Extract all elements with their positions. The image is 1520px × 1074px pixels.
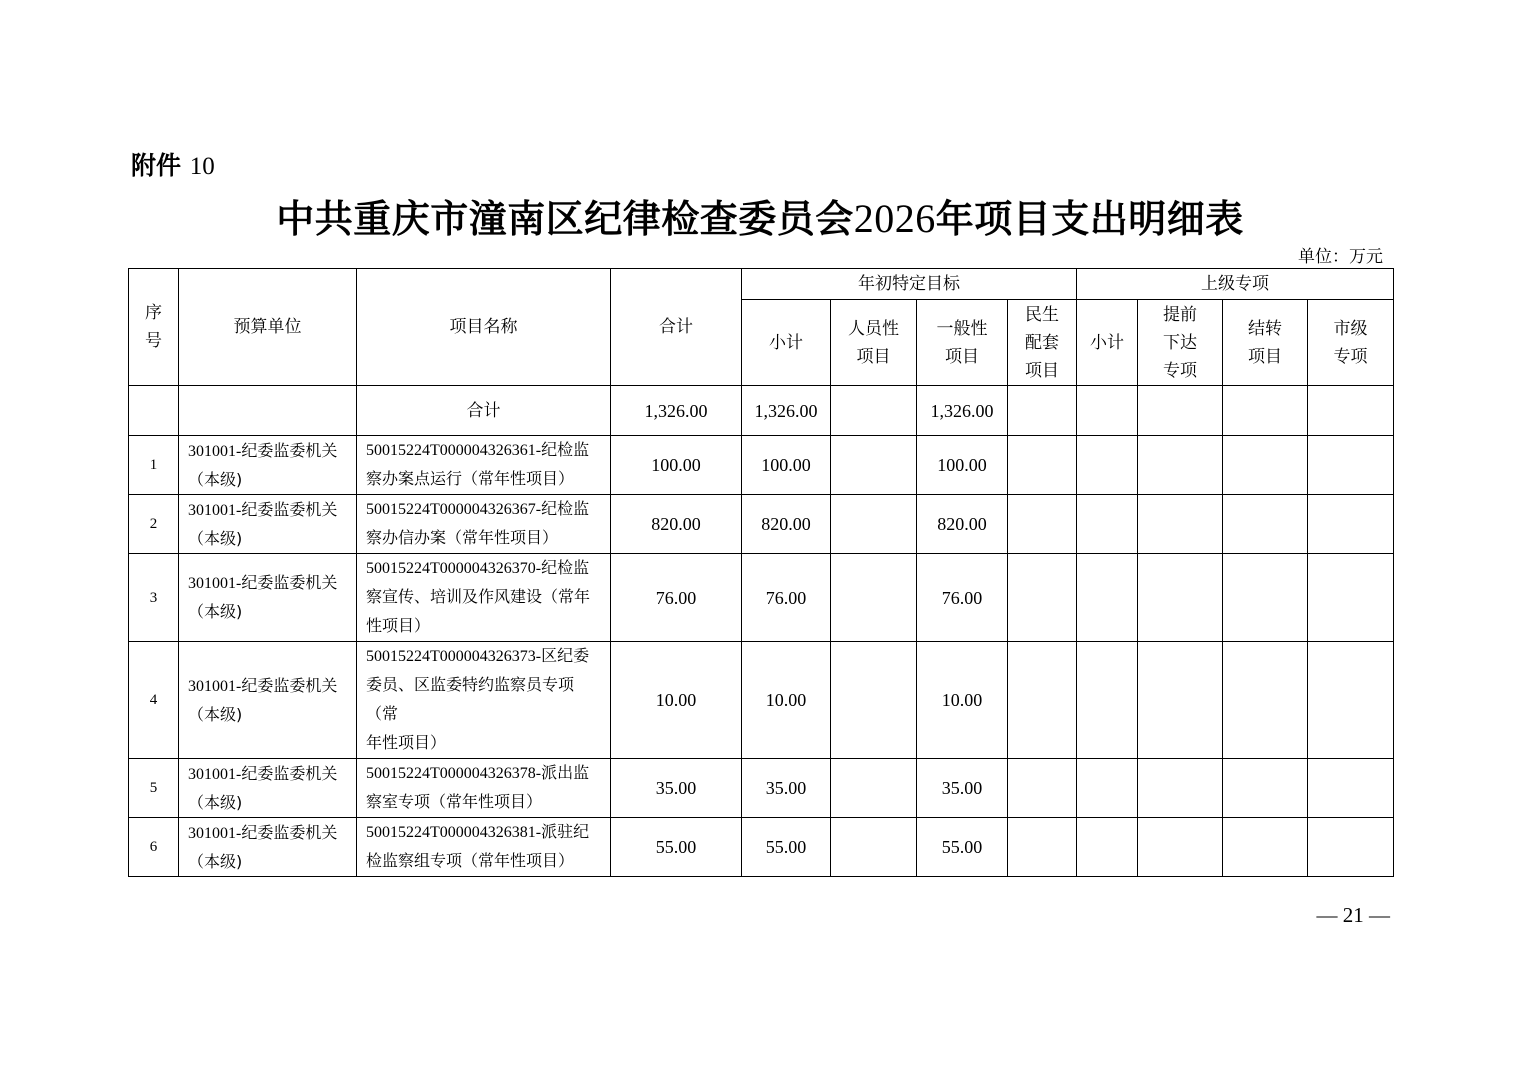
row-total: 76.00	[611, 554, 742, 642]
row-city	[1308, 554, 1394, 642]
row-subtotal: 10.00	[742, 642, 831, 759]
row-total: 10.00	[611, 642, 742, 759]
row-personnel	[831, 642, 917, 759]
document-title	[0, 188, 1520, 243]
row-general: 10.00	[917, 642, 1008, 759]
row-seq: 5	[129, 759, 179, 818]
row-total: 55.00	[611, 818, 742, 877]
header-advance: 提前 下达 专项	[1138, 300, 1223, 386]
row-project-name: 50015224T000004326370-纪检监 察宣传、培训及作风建设（常年 性项目）	[357, 554, 611, 642]
header-total: 合计	[611, 269, 742, 386]
row-carryover	[1223, 642, 1308, 759]
table-row	[129, 759, 1394, 818]
title-year: 2026	[853, 196, 936, 241]
row-subtotal: 35.00	[742, 759, 831, 818]
header-budget-unit: 预算单位	[179, 269, 357, 386]
row-subtotal: 55.00	[742, 818, 831, 877]
row-personnel	[831, 554, 917, 642]
table-row	[129, 436, 1394, 495]
summary-general: 1,326.00	[917, 386, 1008, 436]
row-carryover	[1223, 759, 1308, 818]
header-seq: 序 号	[129, 269, 179, 386]
summary-subtotal: 1,326.00	[742, 386, 831, 436]
title-part1: 中共重庆市潼南区纪律检查委员会	[276, 197, 854, 241]
header-general: 一般性 项目	[917, 300, 1008, 386]
row-seq: 2	[129, 495, 179, 554]
header-city: 市级 专项	[1308, 300, 1394, 386]
row-sup-subtotal	[1077, 642, 1138, 759]
row-subtotal: 100.00	[742, 436, 831, 495]
row-city	[1308, 818, 1394, 877]
row-seq: 1	[129, 436, 179, 495]
row-city	[1308, 642, 1394, 759]
row-advance	[1138, 495, 1223, 554]
row-sup-subtotal	[1077, 554, 1138, 642]
row-advance	[1138, 436, 1223, 495]
header-group-specific: 年初特定目标	[742, 269, 1077, 300]
summary-total: 1,326.00	[611, 386, 742, 436]
row-carryover	[1223, 436, 1308, 495]
row-general: 820.00	[917, 495, 1008, 554]
header-subtotal: 小计	[742, 300, 831, 386]
row-advance	[1138, 818, 1223, 877]
row-total: 35.00	[611, 759, 742, 818]
row-project-name: 50015224T000004326367-纪检监 察办信办案（常年性项目）	[357, 495, 611, 554]
row-budget-unit: 301001-纪委监委机关 （本级)	[179, 554, 357, 642]
row-general: 100.00	[917, 436, 1008, 495]
row-sup-subtotal	[1077, 495, 1138, 554]
row-budget-unit: 301001-纪委监委机关 （本级)	[179, 759, 357, 818]
table-row	[129, 642, 1394, 759]
row-carryover	[1223, 495, 1308, 554]
attachment-prefix: 附件	[131, 151, 182, 180]
attachment-label	[131, 146, 215, 182]
table-row	[129, 495, 1394, 554]
row-city	[1308, 495, 1394, 554]
row-personnel	[831, 495, 917, 554]
row-seq: 4	[129, 642, 179, 759]
row-personnel	[831, 818, 917, 877]
row-project-name: 50015224T000004326361-纪检监 察办案点运行（常年性项目）	[357, 436, 611, 495]
row-subtotal: 76.00	[742, 554, 831, 642]
header-project-name: 项目名称	[357, 269, 611, 386]
header-personnel: 人员性 项目	[831, 300, 917, 386]
row-general: 76.00	[917, 554, 1008, 642]
page-number: — 21 —	[1316, 903, 1390, 927]
row-total: 820.00	[611, 495, 742, 554]
row-sup-subtotal	[1077, 818, 1138, 877]
row-carryover	[1223, 818, 1308, 877]
row-carryover	[1223, 554, 1308, 642]
row-budget-unit: 301001-纪委监委机关 （本级)	[179, 818, 357, 877]
row-sup-subtotal	[1077, 436, 1138, 495]
row-city	[1308, 436, 1394, 495]
table-row	[129, 818, 1394, 877]
row-general: 55.00	[917, 818, 1008, 877]
row-project-name: 50015224T000004326381-派驻纪 检监察组专项（常年性项目）	[357, 818, 611, 877]
row-project-name: 50015224T000004326373-区纪委 委员、区监委特约监察员专项（常 年性项目）	[357, 642, 611, 759]
row-livelihood	[1008, 818, 1077, 877]
header-sup-subtotal: 小计	[1077, 300, 1138, 386]
row-personnel	[831, 759, 917, 818]
row-livelihood	[1008, 495, 1077, 554]
row-advance	[1138, 759, 1223, 818]
row-seq: 3	[129, 554, 179, 642]
project-expenditure-table	[128, 268, 1394, 877]
row-seq: 6	[129, 818, 179, 877]
row-total: 100.00	[611, 436, 742, 495]
row-sup-subtotal	[1077, 759, 1138, 818]
row-budget-unit: 301001-纪委监委机关 （本级)	[179, 436, 357, 495]
row-city	[1308, 759, 1394, 818]
row-subtotal: 820.00	[742, 495, 831, 554]
summary-label: 合计	[357, 386, 611, 436]
row-advance	[1138, 642, 1223, 759]
row-livelihood	[1008, 759, 1077, 818]
row-budget-unit: 301001-纪委监委机关 （本级)	[179, 642, 357, 759]
row-budget-unit: 301001-纪委监委机关 （本级)	[179, 495, 357, 554]
summary-row	[129, 386, 1394, 436]
row-personnel	[831, 436, 917, 495]
attachment-number: 10	[189, 153, 215, 180]
unit-label: 单位：万元	[1298, 247, 1383, 267]
table-row	[129, 554, 1394, 642]
header-livelihood: 民生 配套 项目	[1008, 300, 1077, 386]
title-part2: 年项目支出明细表	[935, 197, 1244, 241]
row-general: 35.00	[917, 759, 1008, 818]
row-project-name: 50015224T000004326378-派出监 察室专项（常年性项目）	[357, 759, 611, 818]
row-livelihood	[1008, 436, 1077, 495]
header-carryover: 结转 项目	[1223, 300, 1308, 386]
row-advance	[1138, 554, 1223, 642]
row-livelihood	[1008, 642, 1077, 759]
row-livelihood	[1008, 554, 1077, 642]
header-group-superior: 上级专项	[1077, 269, 1394, 300]
